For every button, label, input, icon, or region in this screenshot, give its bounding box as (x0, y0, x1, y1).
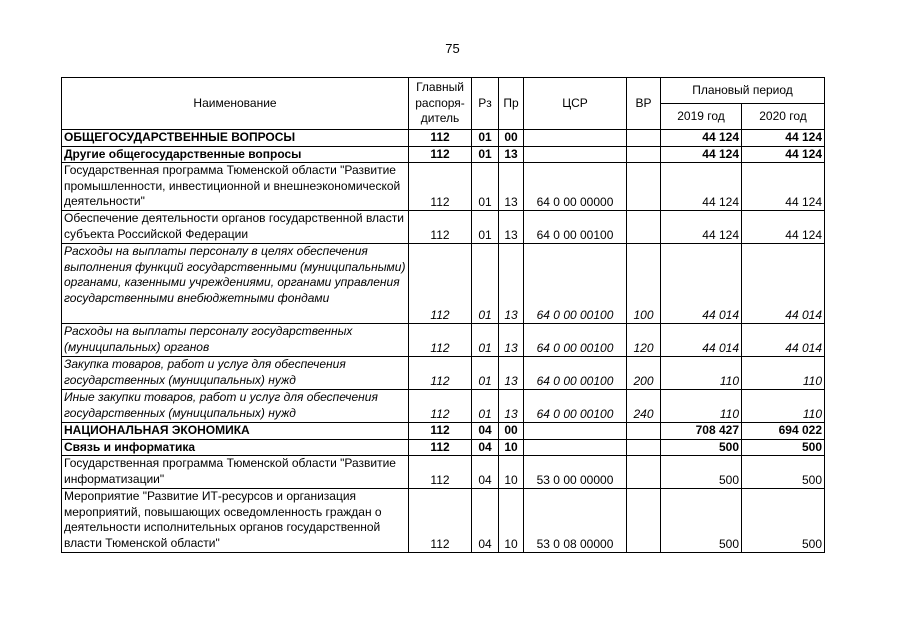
row-2019-cell: 500 (661, 489, 742, 553)
row-vr-cell: 200 (627, 357, 661, 390)
row-csr-cell: 64 0 00 00100 (524, 244, 627, 324)
table-row (62, 130, 825, 147)
row-pr-cell: 00 (499, 423, 524, 440)
row-csr-cell: 64 0 00 00100 (524, 357, 627, 390)
row-2019-cell: 708 427 (661, 423, 742, 440)
row-pr-cell: 13 (499, 244, 524, 324)
row-2020-cell: 500 (742, 456, 825, 489)
table-row (62, 244, 825, 324)
row-admin-cell: 112 (409, 211, 472, 244)
table-row (62, 390, 825, 423)
row-2020-cell: 694 022 (742, 423, 825, 440)
row-2020-cell: 44 124 (742, 211, 825, 244)
row-2020-cell: 44 124 (742, 130, 825, 147)
row-admin-cell: 112 (409, 146, 472, 163)
row-rz-cell: 01 (472, 163, 499, 211)
header-year-2019: 2019 год (661, 104, 742, 130)
row-2020-cell: 44 014 (742, 244, 825, 324)
row-vr-cell (627, 423, 661, 440)
row-rz-cell: 04 (472, 439, 499, 456)
row-rz-cell: 01 (472, 390, 499, 423)
row-admin-cell: 112 (409, 439, 472, 456)
row-admin-cell: 112 (409, 423, 472, 440)
header-year-2020: 2020 год (742, 104, 825, 130)
table-row (62, 146, 825, 163)
row-pr-cell: 13 (499, 146, 524, 163)
row-2020-cell: 44 124 (742, 163, 825, 211)
row-2019-cell: 500 (661, 456, 742, 489)
row-name-cell: Связь и информатика (62, 439, 409, 456)
row-pr-cell: 13 (499, 324, 524, 357)
row-2020-cell: 500 (742, 489, 825, 553)
table-row (62, 357, 825, 390)
row-name-cell: Государственная программа Тюменской области "Развитие информатизации" (62, 456, 409, 489)
row-pr-cell: 13 (499, 390, 524, 423)
row-csr-cell: 64 0 00 00100 (524, 211, 627, 244)
row-admin-cell: 112 (409, 324, 472, 357)
row-rz-cell: 01 (472, 324, 499, 357)
row-rz-cell: 04 (472, 456, 499, 489)
header-planned-period: Плановый период (661, 78, 825, 104)
row-rz-cell: 01 (472, 211, 499, 244)
row-csr-cell (524, 146, 627, 163)
row-vr-cell: 120 (627, 324, 661, 357)
row-admin-cell: 112 (409, 390, 472, 423)
row-name-cell: Иные закупки товаров, работ и услуг для обеспечения государственных (муниципальных) нужд (62, 390, 409, 423)
table-row (62, 211, 825, 244)
row-name-cell: Расходы на выплаты персоналу в целях обеспечения выполнения функций государственными (муниципальными) органами, казенными учреждениями, органами управления государственными внебюджетными фондами (62, 244, 409, 324)
table-body (62, 130, 825, 553)
row-name-cell: Другие общегосударственные вопросы (62, 146, 409, 163)
row-pr-cell: 13 (499, 163, 524, 211)
row-pr-cell: 13 (499, 211, 524, 244)
row-rz-cell: 04 (472, 423, 499, 440)
row-vr-cell (627, 489, 661, 553)
row-2020-cell: 44 124 (742, 146, 825, 163)
row-admin-cell: 112 (409, 489, 472, 553)
row-2020-cell: 44 014 (742, 324, 825, 357)
row-name-cell: Расходы на выплаты персоналу государственных (муниципальных) органов (62, 324, 409, 357)
header-admin: Главный распоря-дитель (409, 78, 472, 130)
row-2020-cell: 110 (742, 390, 825, 423)
row-2019-cell: 110 (661, 390, 742, 423)
row-vr-cell: 100 (627, 244, 661, 324)
row-2019-cell: 110 (661, 357, 742, 390)
row-2019-cell: 44 014 (661, 244, 742, 324)
row-2019-cell: 500 (661, 439, 742, 456)
header-pr: Пр (499, 78, 524, 130)
row-2020-cell: 500 (742, 439, 825, 456)
row-name-cell: НАЦИОНАЛЬНАЯ ЭКОНОМИКА (62, 423, 409, 440)
row-rz-cell: 01 (472, 146, 499, 163)
row-pr-cell: 10 (499, 489, 524, 553)
header-csr: ЦСР (524, 78, 627, 130)
row-admin-cell: 112 (409, 456, 472, 489)
row-vr-cell: 240 (627, 390, 661, 423)
row-rz-cell: 01 (472, 357, 499, 390)
row-vr-cell (627, 456, 661, 489)
row-rz-cell: 04 (472, 489, 499, 553)
row-2019-cell: 44 124 (661, 211, 742, 244)
row-vr-cell (627, 163, 661, 211)
row-pr-cell: 10 (499, 456, 524, 489)
row-vr-cell (627, 211, 661, 244)
row-admin-cell: 112 (409, 357, 472, 390)
row-2019-cell: 44 124 (661, 163, 742, 211)
header-vr: ВР (627, 78, 661, 130)
row-csr-cell: 64 0 00 00100 (524, 324, 627, 357)
row-csr-cell (524, 423, 627, 440)
row-name-cell: Мероприятие "Развитие ИТ-ресурсов и организация мероприятий, повышающих осведомленность граждан о деятельности исполнительных органов государственной власти Тюменской области" (62, 489, 409, 553)
table-row (62, 439, 825, 456)
row-2019-cell: 44 124 (661, 146, 742, 163)
row-vr-cell (627, 439, 661, 456)
row-name-cell: ОБЩЕГОСУДАРСТВЕННЫЕ ВОПРОСЫ (62, 130, 409, 147)
row-vr-cell (627, 146, 661, 163)
row-name-cell: Обеспечение деятельности органов государственной власти субъекта Российской Федерации (62, 211, 409, 244)
table-row (62, 489, 825, 553)
row-pr-cell: 10 (499, 439, 524, 456)
table-row (62, 163, 825, 211)
row-2019-cell: 44 124 (661, 130, 742, 147)
row-name-cell: Государственная программа Тюменской области "Развитие промышленности, инвестиционной и внешнеэкономической деятельности" (62, 163, 409, 211)
row-admin-cell: 112 (409, 163, 472, 211)
header-rz: Рз (472, 78, 499, 130)
row-csr-cell: 64 0 00 00000 (524, 163, 627, 211)
row-admin-cell: 112 (409, 130, 472, 147)
table-row (62, 456, 825, 489)
row-admin-cell: 112 (409, 244, 472, 324)
row-csr-cell (524, 130, 627, 147)
row-csr-cell: 53 0 00 00000 (524, 456, 627, 489)
row-vr-cell (627, 130, 661, 147)
row-csr-cell: 53 0 08 00000 (524, 489, 627, 553)
budget-table (61, 77, 825, 553)
table-row (62, 324, 825, 357)
header-name: Наименование (62, 78, 409, 130)
row-csr-cell: 64 0 00 00100 (524, 390, 627, 423)
table-row (62, 423, 825, 440)
row-pr-cell: 00 (499, 130, 524, 147)
row-csr-cell (524, 439, 627, 456)
row-2019-cell: 44 014 (661, 324, 742, 357)
row-rz-cell: 01 (472, 244, 499, 324)
page-number: 75 (445, 41, 460, 56)
row-name-cell: Закупка товаров, работ и услуг для обеспечения государственных (муниципальных) нужд (62, 357, 409, 390)
row-2020-cell: 110 (742, 357, 825, 390)
row-pr-cell: 13 (499, 357, 524, 390)
row-rz-cell: 01 (472, 130, 499, 147)
